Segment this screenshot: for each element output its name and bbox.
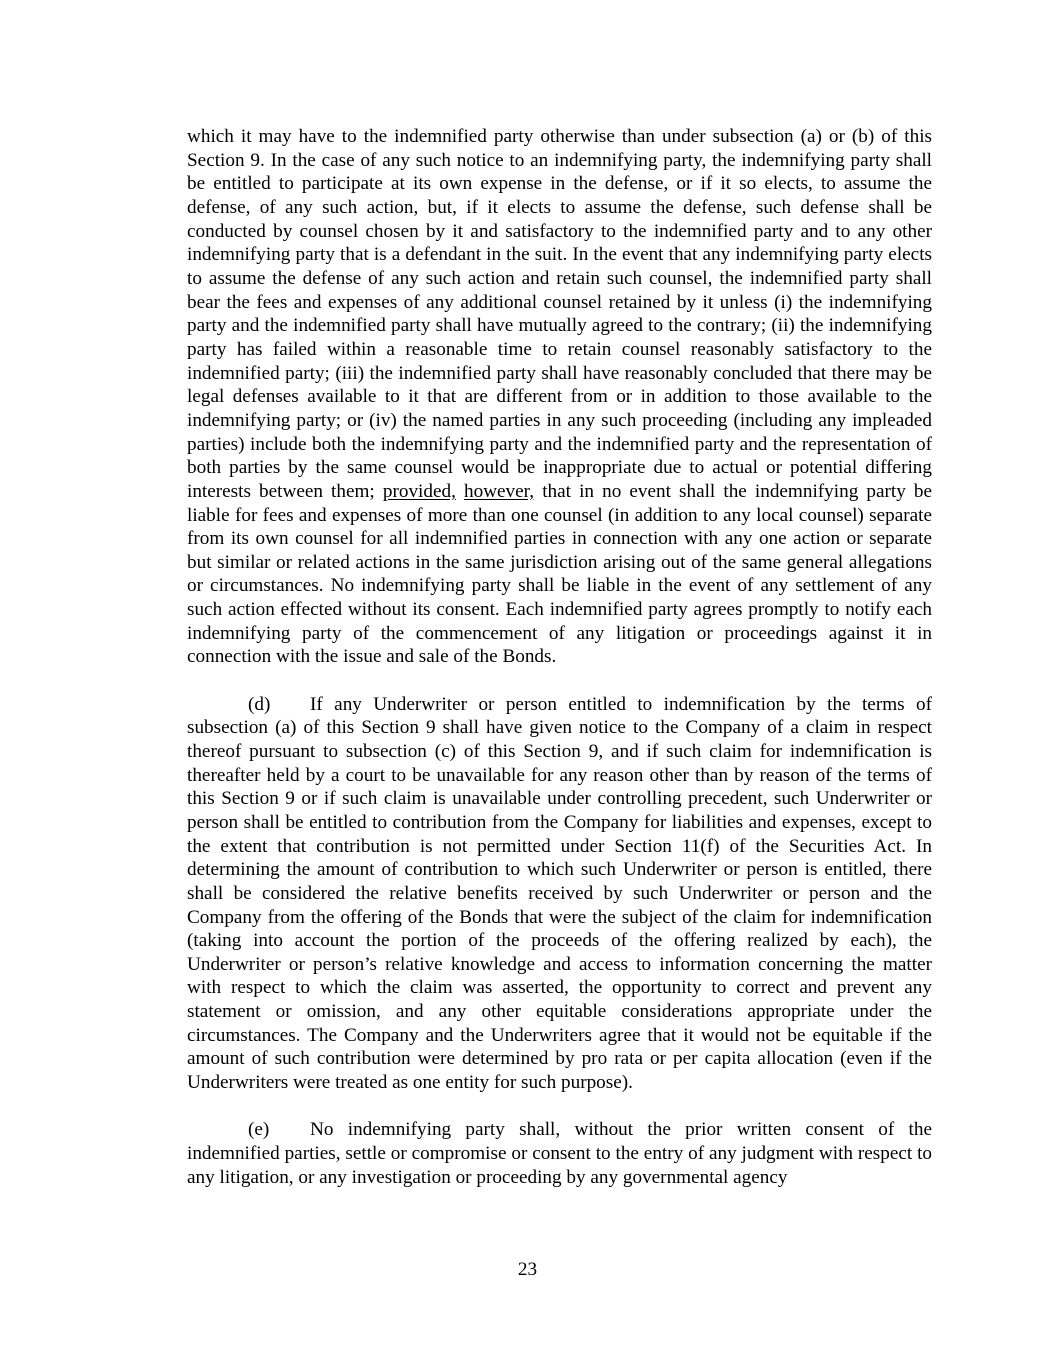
paragraph-text: No indemnifying party shall, without the prior written consent of the indemnified parties, settle or compromise or consent to the entry of any judgment with respect to any litigation, or any investigation or proceeding by any governmental agency (187, 1119, 932, 1188)
subsection-label-e: (e) (248, 1119, 270, 1141)
paragraph-c-continued (187, 125, 932, 669)
subsection-label-d: (d) (248, 693, 271, 715)
underlined-term-provided: provided, (382, 480, 456, 502)
paragraph-text: that in no event shall the indemnifying party be liable for fees and expenses of more than one counsel (in addition to any local counsel) separate from its own counsel for all indemnified parties in connection with any one action or separate but similar or related actions in the same jurisdiction arising out of the same general allegations or circumstances. No indemnifying party shall be liable in the event of any settlement of any such action effected without its consent. Each indemnified party agrees promptly to notify each indemnifying party of the commencement of any litigation or proceedings against it in connection with the issue and sale of the Bonds. (187, 480, 933, 668)
underlined-term-however: however, (464, 480, 535, 502)
page-number: 23 (517, 1259, 538, 1280)
paragraph-text: which it may have to the indemnified party otherwise than under subsection (a) or (b) of this Section 9. In the case of any such notice to an indemnifying party, the indemnifying party shall be entitled to participate at its own expense in the defense, or if it so elects, to assume the defense, of any such action, but, if it elects to assume the defense, such defense shall be conducted by counsel chosen by it and satisfactory to the indemnified party and to any other indemnifying party that is a defendant in the suit. In the event that any indemnifying party elects to assume the defense of any such action and retain such counsel, the indemnified party shall bear the fees and expenses of any additional counsel retained by it unless (i) the indemnifying party and the indemnified party shall have mutually agreed to the contrary; (ii) the indemnifying party has failed within a reasonable time to retain counsel reasonably satisfactory to the indemnified party; (iii) the indemnified party shall have reasonably concluded that there may be legal defenses available to it that are different from or in addition to those available to the indemnifying party; or (iv) the named parties in any such proceeding (including any impleaded parties) include both the indemnifying party and the indemnified party and the representation of both parties by the same counsel would be inappropriate due to actual or potential differing interests between them; (187, 126, 932, 502)
paragraph-d (187, 693, 932, 1095)
paragraph-text: If any Underwriter or person entitled to indemnification by the terms of subsection (a) of this Section 9 shall have given notice to the Company of a claim in respect thereof pursuant to subsection (c) of this Section 9, and if such claim for indemnification is thereafter held by a court to be unavailable for any reason other than by reason of the terms of this Section 9 or if such claim is unavailable under controlling precedent, such Underwriter or person shall be entitled to contribution from the Company for liabilities and expenses, except to the extent that contribution is not permitted under Section 11(f) of the Securities Act. In determining the amount of contribution to which such Underwriter or person is entitled, there shall be considered the relative benefits received by such Underwriter or person and the Company from the offering of the Bonds that were the subject of the claim for indemnification (taking into account the portion of the proceeds of the offering realized by each), the Underwriter or person’s relative knowledge and access to information concerning the matter with respect to which the claim was asserted, the opportunity to correct and prevent any statement or omission, and any other equitable considerations appropriate under the circumstances. The Company and the Underwriters agree that it would not be equitable if the amount of such contribution were determined by pro rata or per capita allocation (even if the Underwriters were treated as one entity for such purpose). (187, 693, 932, 1094)
paragraph-e (187, 1118, 932, 1189)
document-page (187, 125, 932, 1189)
